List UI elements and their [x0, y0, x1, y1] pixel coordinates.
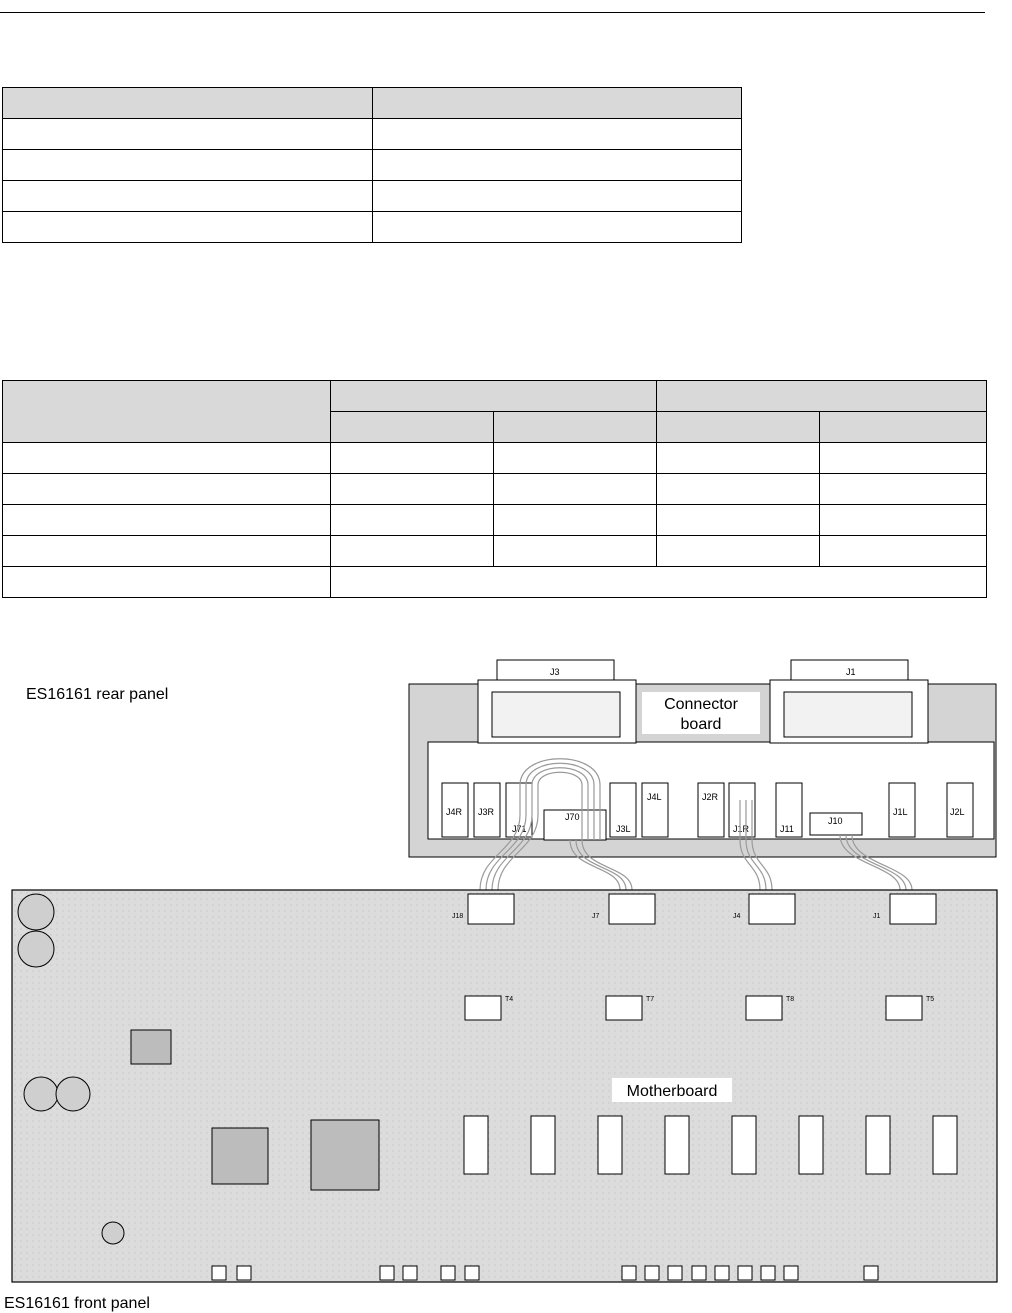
motherboard	[12, 890, 997, 1282]
socket-label: J70	[565, 812, 580, 822]
table-cell	[331, 443, 494, 474]
table-cell	[657, 536, 820, 567]
connector-board-label-line1: Connector	[664, 696, 738, 713]
chip-label: T5	[926, 996, 935, 1003]
connector-board-sockets	[442, 783, 973, 840]
board-layout-figure	[0, 650, 1012, 1313]
table-header-cell	[657, 412, 820, 443]
table-cell	[331, 505, 494, 536]
table-cell	[3, 536, 331, 567]
connector-label: J4	[733, 913, 741, 920]
chip-label: T7	[646, 996, 655, 1003]
connector-label: J1	[873, 913, 881, 920]
socket-label: J11	[780, 824, 794, 834]
table-cell	[331, 567, 987, 598]
table-cell	[820, 505, 987, 536]
socket-label: J4L	[647, 792, 662, 802]
table-row	[3, 474, 987, 505]
connector-label: J1	[846, 667, 856, 677]
table-cell	[820, 474, 987, 505]
table-cell	[373, 181, 742, 212]
table-cell	[331, 536, 494, 567]
table-cell	[373, 150, 742, 181]
chip-label: T4	[505, 996, 514, 1003]
table-header-cell	[657, 381, 987, 412]
table-cell	[331, 474, 494, 505]
connector-label: J18	[452, 913, 464, 920]
socket-label: J1R	[733, 824, 750, 834]
top-connector-j3	[478, 660, 636, 743]
table-cell	[373, 88, 742, 119]
socket-label: J10	[828, 816, 843, 826]
table-cell	[494, 474, 657, 505]
table-header-cell	[3, 381, 331, 443]
header-rule	[0, 12, 985, 13]
table-cell	[494, 443, 657, 474]
table-cell	[3, 443, 331, 474]
table-cell	[3, 505, 331, 536]
table-cell	[3, 567, 331, 598]
table-cell	[657, 443, 820, 474]
table-cell	[3, 150, 373, 181]
socket-label: J71	[512, 824, 527, 834]
socket-label: J3L	[616, 824, 631, 834]
chip-label: T8	[786, 996, 795, 1003]
table-cell	[494, 505, 657, 536]
motherboard-label: Motherboard	[626, 1083, 718, 1100]
table-header-cell	[494, 412, 657, 443]
socket-label: J3R	[478, 807, 495, 817]
table-1	[2, 87, 742, 243]
table-cell	[657, 474, 820, 505]
table-cell	[3, 474, 331, 505]
socket-label: J2R	[702, 792, 719, 802]
connector-board-label-line2: board	[680, 716, 722, 733]
rear-panel-label: ES16161 rear panel	[26, 686, 169, 703]
table-cell	[3, 181, 373, 212]
top-connector-j1	[770, 660, 928, 743]
socket-label: J4R	[446, 807, 463, 817]
table-header-cell	[331, 381, 657, 412]
table-cell	[3, 88, 373, 119]
table-cell	[494, 536, 657, 567]
table-header-cell	[331, 412, 494, 443]
front-panel-label: ES16161 front panel	[4, 1295, 150, 1312]
table-row	[3, 443, 987, 474]
table-header-row	[3, 381, 987, 412]
table-row	[3, 567, 987, 598]
table-cell	[3, 119, 373, 150]
table-row	[3, 150, 742, 181]
table-cell	[657, 505, 820, 536]
table-row	[3, 536, 987, 567]
connector-label: J7	[592, 913, 600, 920]
socket-label: J1L	[893, 807, 908, 817]
table-cell	[820, 443, 987, 474]
table-header-cell	[820, 412, 987, 443]
table-row	[3, 88, 742, 119]
socket-label: J2L	[950, 807, 965, 817]
connector-label: J3	[550, 667, 560, 677]
table-cell	[3, 212, 373, 243]
table-row	[3, 119, 742, 150]
table-2	[2, 380, 987, 598]
table-row	[3, 212, 742, 243]
table-cell	[373, 212, 742, 243]
table-row	[3, 505, 987, 536]
table-cell	[373, 119, 742, 150]
table-cell	[820, 536, 987, 567]
table-row	[3, 181, 742, 212]
